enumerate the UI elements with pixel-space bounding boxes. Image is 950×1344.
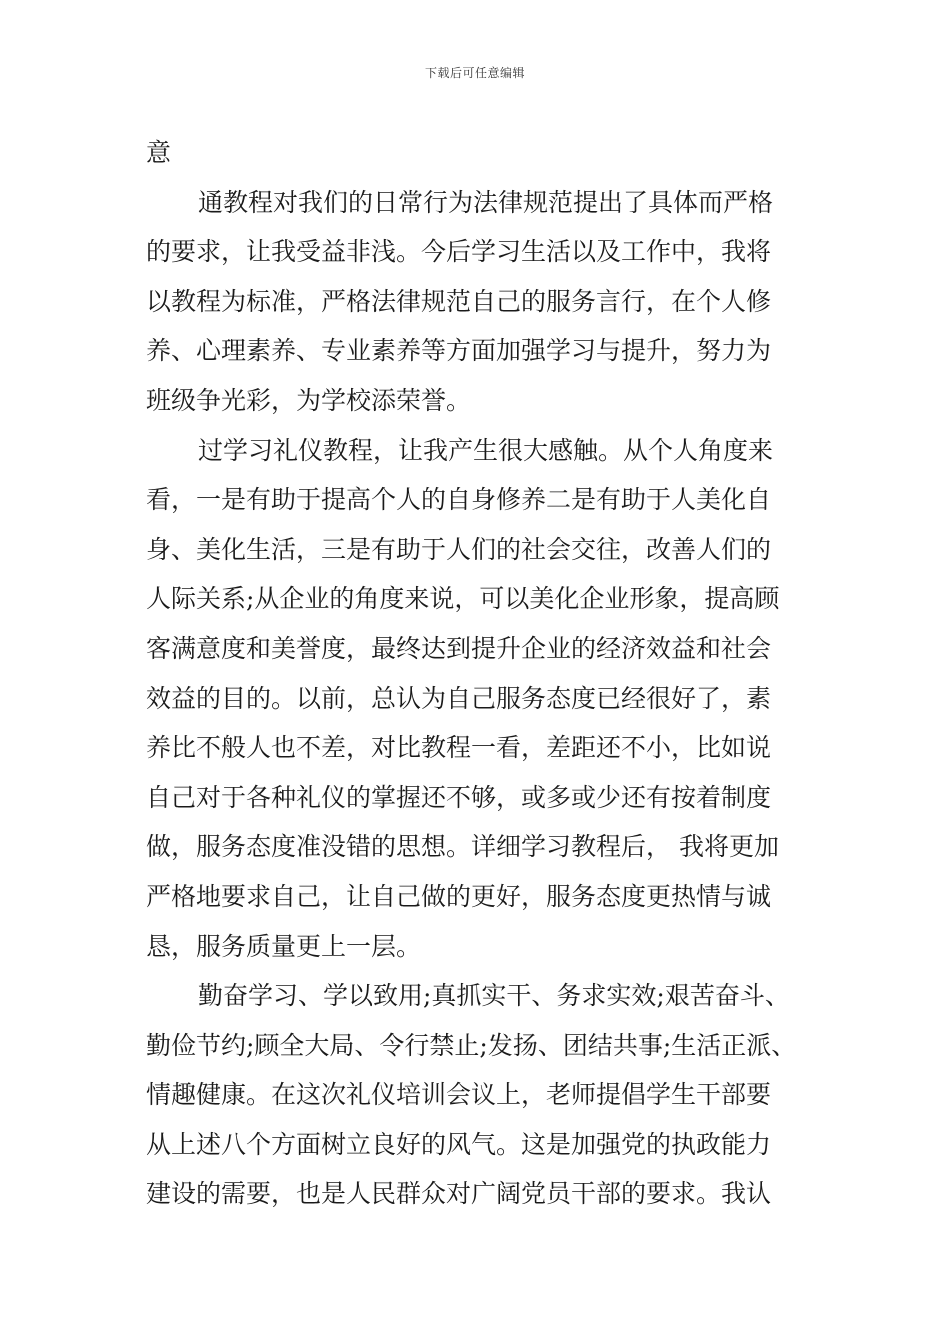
text-line: 养比不般人也不差，对比教程一看，差距还不小，比如说 [146,733,772,763]
text-line: 做，服务态度准没错的思想。详细学习教程后， 我将更加 [146,832,779,862]
document-body [146,128,811,1219]
text-line: 通教程对我们的日常行为法律规范提出了具体而严格 [198,187,774,217]
text-line: 勤奋学习、学以致用;真抓实干、务求实效;艰苦奋斗、 [198,981,790,1011]
text-line: 人际关系;从企业的角度来说，可以美化企业形象，提高顾 [146,584,780,614]
text-line: 恳，服务质量更上一层。 [146,931,422,961]
text-line: 养、心理素养、专业素养等方面加强学习与提升，努力为 [146,336,772,366]
text-line: 意 [146,138,172,167]
text-line: 班级争光彩，为学校添荣誉。 [146,385,472,415]
text-line: 以教程为标准，严格法律规范自己的服务言行，在个人修 [146,286,772,316]
paragraph [146,426,811,972]
text-line: 客满意度和美誉度，最终达到提升企业的经济效益和社会 [146,633,772,663]
text-line: 情趣健康。在这次礼仪培训会议上，老师提倡学生干部要 [146,1080,772,1110]
text-line: 勤俭节约;顾全大局、令行禁止;发扬、团结共事;生活正派、 [146,1030,797,1060]
text-line: 从上述八个方面树立良好的风气。这是加强党的执政能力 [146,1129,772,1159]
text-line: 效益的目的。以前，总认为自己服务态度已经很好了，素 [146,683,772,713]
text-line: 过学习礼仪教程，让我产生很大感触。从个人角度来 [198,435,774,465]
text-line: 身、美化生活，三是有助于人们的社会交往，改善人们的 [146,534,772,564]
paragraph [146,971,811,1219]
text-line: 严格地要求自己，让自己做的更好，服务态度更热情与诚 [146,881,772,911]
paragraph [146,128,811,178]
text-line: 建设的需要，也是人民群众对广阔党员干部的要求。我认 [146,1179,772,1209]
text-line: 的要求，让我受益非浅。今后学习生活以及工作中，我将 [146,237,772,267]
paragraph [146,178,811,426]
text-line: 自己对于各种礼仪的掌握还不够，或多或少还有按着制度 [146,782,772,812]
page-header-note: 下载后可任意编辑 [424,66,525,80]
text-line: 看，一是有助于提高个人的自身修养二是有助于人美化自 [146,485,772,515]
